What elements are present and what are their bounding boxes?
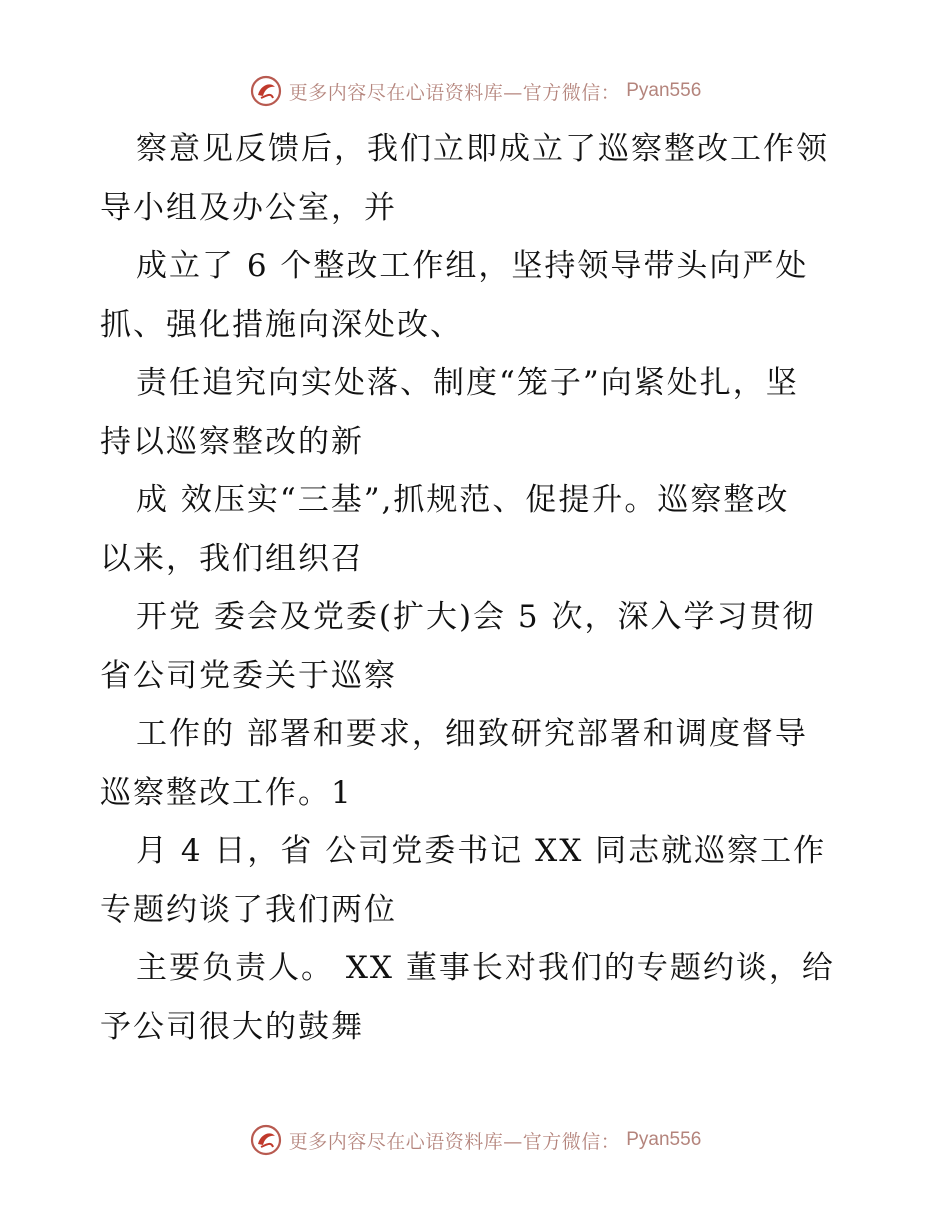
document-body xyxy=(100,120,855,1056)
text-line: 察意见反馈后，我们立即成立了巡察整改工作领 xyxy=(136,131,829,167)
watermark-wechat-id: Pyan556 xyxy=(626,1129,702,1150)
text-line: 专题约谈了我们两位 xyxy=(100,891,397,928)
text-line: 工作的 部署和要求，细致研究部署和调度督导 xyxy=(136,716,808,752)
text-line: 导小组及办公室，并 xyxy=(100,189,397,226)
watermark-text: 更多内容尽在心语资料库—官方微信： xyxy=(288,1130,621,1153)
text-line: 以来，我们组织召 xyxy=(100,540,364,577)
footer-watermark xyxy=(0,1120,950,1160)
text-line: 主要负责人。 XX 董事长对我们的专题约谈，给 xyxy=(136,950,835,986)
text-line: 持以巡察整改的新 xyxy=(100,423,364,460)
red-swirl-logo-icon xyxy=(249,1123,283,1157)
text-line: 成立了 6 个整改工作组，坚持领导带头向严处 xyxy=(136,248,809,284)
text-line: 责任追究向实处落、制度“笼子”向紧处扎，坚 xyxy=(136,365,799,401)
watermark-wechat-id: Pyan556 xyxy=(626,80,702,101)
text-line: 抓、强化措施向深处改、 xyxy=(100,306,463,343)
red-swirl-logo-icon xyxy=(249,74,283,108)
text-line: 成 效压实“三基”,抓规范、促提升。巡察整改 xyxy=(136,482,790,518)
text-line: 省公司党委关于巡察 xyxy=(100,657,397,694)
header-watermark xyxy=(0,71,950,111)
text-line: 巡察整改工作。1 xyxy=(100,774,353,811)
watermark-text: 更多内容尽在心语资料库—官方微信： xyxy=(288,81,621,104)
text-line: 予公司很大的鼓舞 xyxy=(100,1008,364,1045)
text-line: 月 4 日，省 公司党委书记 XX 同志就巡察工作 xyxy=(136,833,827,869)
text-line: 开党 委会及党委(扩大)会 5 次，深入学习贯彻 xyxy=(136,599,816,635)
